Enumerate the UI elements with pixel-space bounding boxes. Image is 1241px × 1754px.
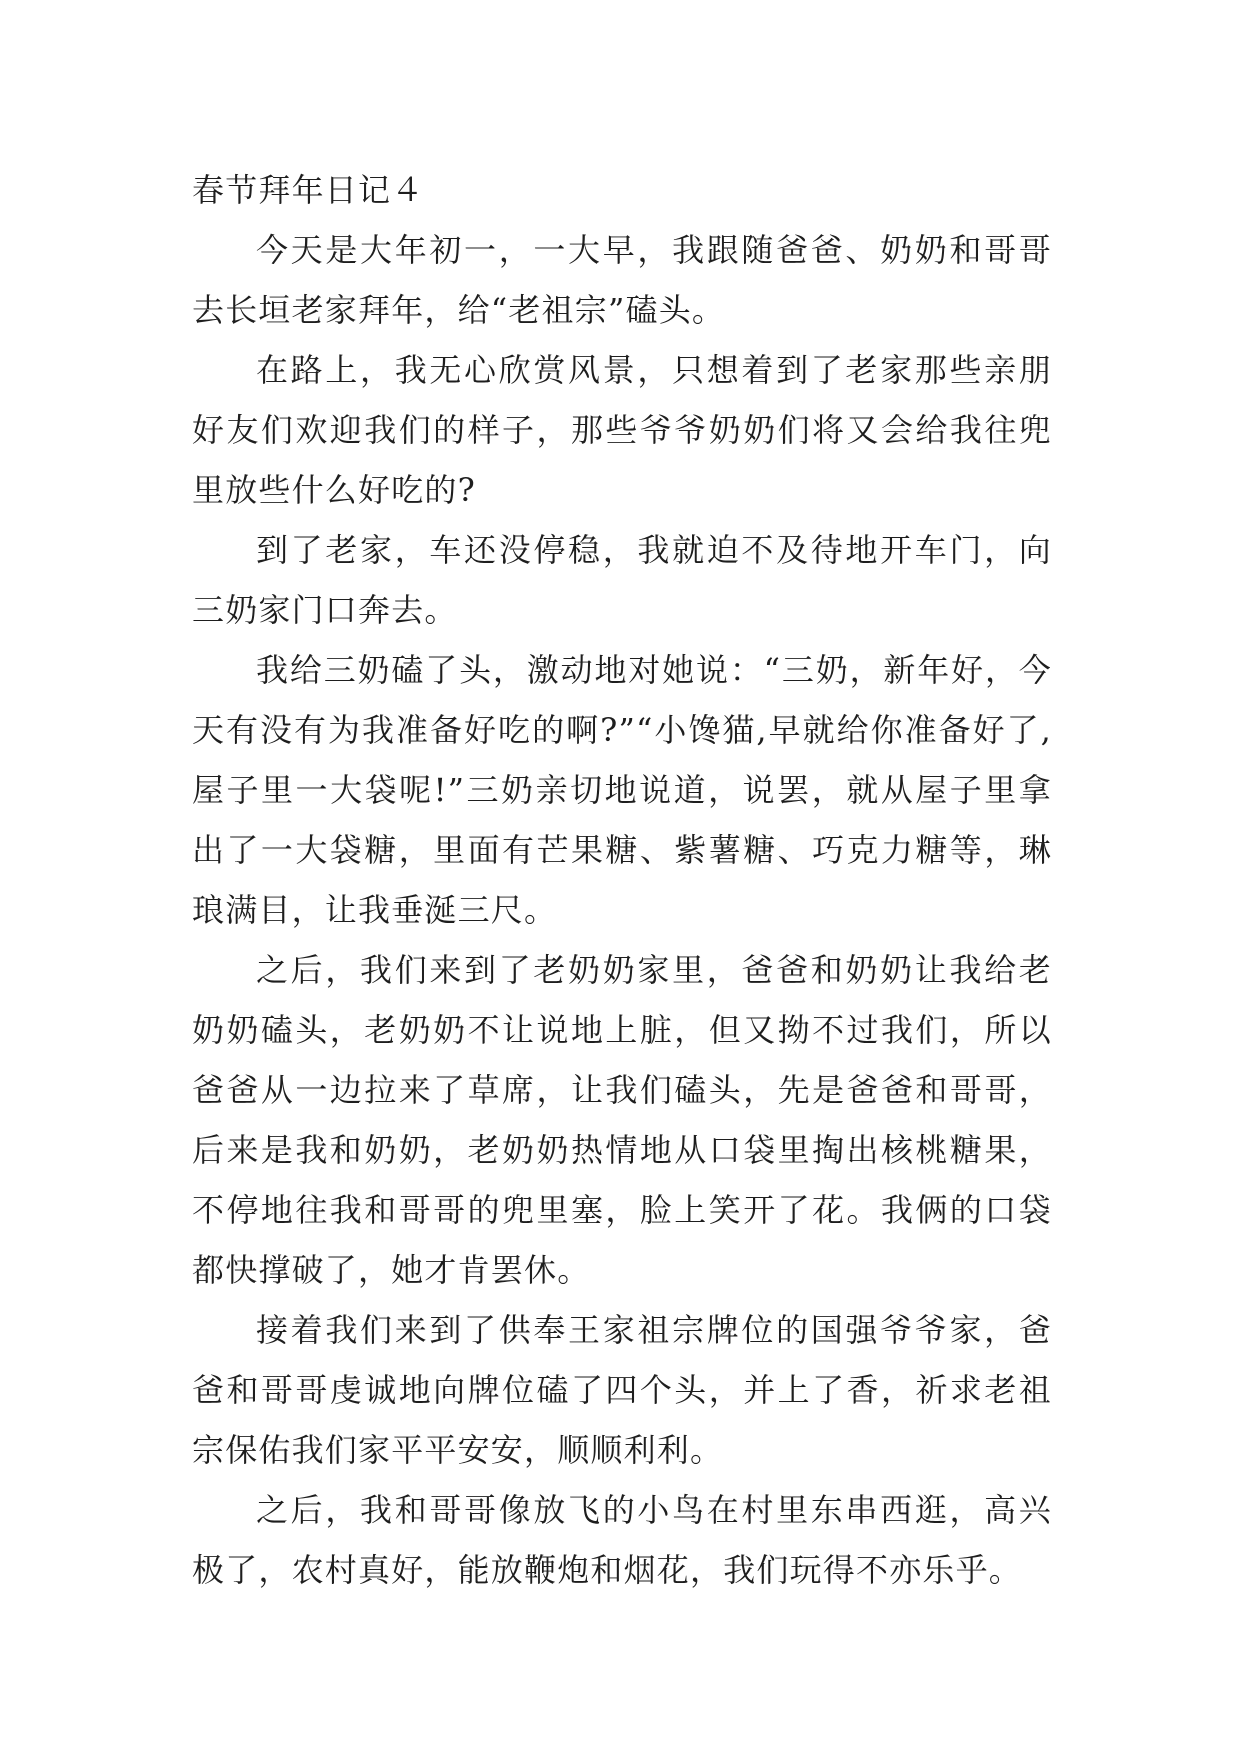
paragraph-4: 我给三奶磕了头，激动地对她说：“三奶，新年好，今天有没有为我准备好吃的啊?”“小馋猫,早就给你准备好了,屋子里一大袋呢!”三奶亲切地说道，说罢，就从屋子里拿出了一大袋糖，里面有芒果糖、紫薯糖、巧克力糖等，琳琅满目，让我垂涎三尺。: [192, 651, 1052, 929]
paragraph-1: 今天是大年初一，一大早，我跟随爸爸、奶奶和哥哥去长垣老家拜年，给“老祖宗”磕头。: [192, 231, 1052, 329]
document-body: [192, 160, 1052, 1600]
paragraph-6: 接着我们来到了供奉王家祖宗牌位的国强爷爷家，爸爸和哥哥虔诚地向牌位磕了四个头，并上了香，祈求老祖宗保佑我们家平平安安，顺顺利利。: [192, 1311, 1052, 1469]
paragraph-5: 之后，我们来到了老奶奶家里，爸爸和奶奶让我给老奶奶磕头，老奶奶不让说地上脏，但又拗不过我们，所以爸爸从一边拉来了草席，让我们磕头，先是爸爸和哥哥，后来是我和奶奶，老奶奶热情地从口袋里掏出核桃糖果，不停地往我和哥哥的兜里塞，脸上笑开了花。我俩的口袋都快撑破了，她才肯罢休。: [192, 951, 1052, 1289]
paragraph-3: 到了老家，车还没停稳，我就迫不及待地开车门，向三奶家门口奔去。: [192, 531, 1052, 629]
document-title: 春节拜年日记４: [192, 171, 425, 209]
paragraph-7: 之后，我和哥哥像放飞的小鸟在村里东串西逛，高兴极了，农村真好，能放鞭炮和烟花，我们玩得不亦乐乎。: [192, 1491, 1052, 1589]
paragraph-2: 在路上，我无心欣赏风景，只想着到了老家那些亲朋好友们欢迎我们的样子，那些爷爷奶奶们将又会给我往兜里放些什么好吃的?: [192, 351, 1052, 509]
